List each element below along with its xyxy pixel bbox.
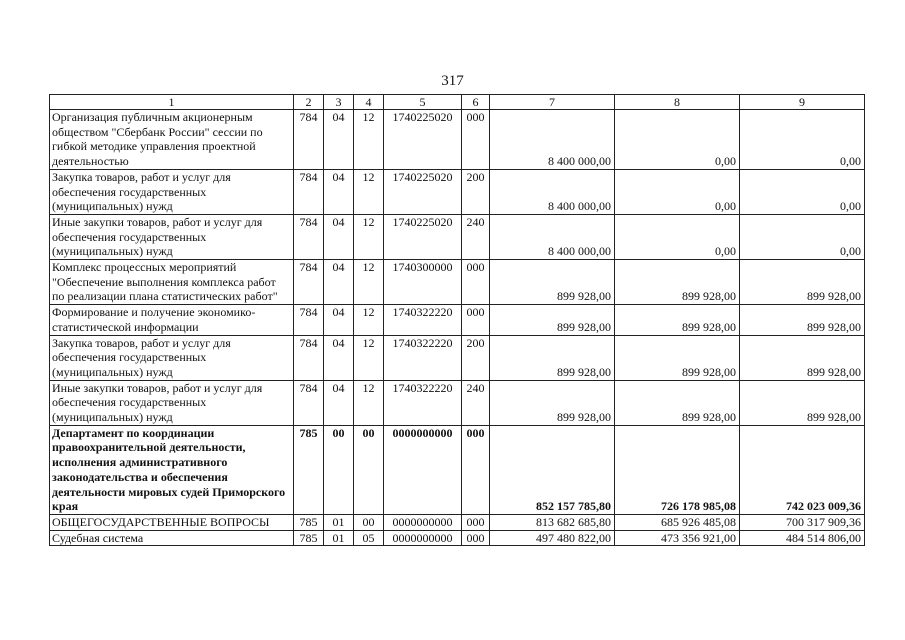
section-code-cell: 01 [324,514,354,530]
expense-type-cell: 000 [462,305,490,335]
table-row [50,530,865,546]
target-article-cell: 1740225020 [384,169,462,214]
section-code-cell: 04 [324,305,354,335]
amount-col7-cell: 497 480 822,00 [490,530,615,546]
amount-col8-cell: 473 356 921,00 [615,530,740,546]
chapter-code-cell: 784 [294,335,324,380]
table-row [50,425,865,514]
expense-type-cell: 240 [462,380,490,425]
target-article-cell: 1740225020 [384,110,462,170]
amount-col7-cell: 8 400 000,00 [490,110,615,170]
subsection-code-cell: 00 [354,514,384,530]
expense-type-cell: 200 [462,335,490,380]
chapter-code-cell: 784 [294,169,324,214]
subsection-code-cell: 12 [354,260,384,305]
column-header: 8 [615,95,740,110]
target-article-cell: 1740322220 [384,305,462,335]
chapter-code-cell: 784 [294,260,324,305]
name-cell: ОБЩЕГОСУДАРСТВЕННЫЕ ВОПРОСЫ [50,514,294,530]
chapter-code-cell: 784 [294,380,324,425]
amount-col9-cell: 0,00 [740,214,865,259]
subsection-code-cell: 12 [354,169,384,214]
column-header: 6 [462,95,490,110]
expense-type-cell: 000 [462,260,490,305]
amount-col8-cell: 899 928,00 [615,305,740,335]
target-article-cell: 1740225020 [384,214,462,259]
column-header: 1 [50,95,294,110]
name-cell: Департамент по координации правоохранительной деятельности, исполнения административного законодательства и обеспечения деятельности мировых судей Приморского края [50,425,294,514]
target-article-cell: 0000000000 [384,530,462,546]
amount-col9-cell: 0,00 [740,169,865,214]
column-header: 4 [354,95,384,110]
table-row [50,214,865,259]
amount-col7-cell: 8 400 000,00 [490,214,615,259]
amount-col7-cell: 899 928,00 [490,380,615,425]
subsection-code-cell: 12 [354,335,384,380]
section-code-cell: 04 [324,110,354,170]
amount-col8-cell: 899 928,00 [615,260,740,305]
amount-col9-cell: 899 928,00 [740,335,865,380]
subsection-code-cell: 12 [354,214,384,259]
subsection-code-cell: 05 [354,530,384,546]
name-cell: Закупка товаров, работ и услуг для обеспечения государственных (муниципальных) нужд [50,335,294,380]
amount-col8-cell: 685 926 485,08 [615,514,740,530]
table-row [50,169,865,214]
table-row [50,514,865,530]
name-cell: Судебная система [50,530,294,546]
table-row [50,305,865,335]
amount-col9-cell: 0,00 [740,110,865,170]
section-code-cell: 04 [324,169,354,214]
amount-col8-cell: 0,00 [615,214,740,259]
amount-col7-cell: 8 400 000,00 [490,169,615,214]
amount-col8-cell: 0,00 [615,169,740,214]
amount-col7-cell: 813 682 685,80 [490,514,615,530]
chapter-code-cell: 784 [294,110,324,170]
amount-col9-cell: 700 317 909,36 [740,514,865,530]
table-row [50,110,865,170]
amount-col9-cell: 899 928,00 [740,380,865,425]
section-code-cell: 04 [324,214,354,259]
chapter-code-cell: 785 [294,425,324,514]
column-header: 3 [324,95,354,110]
section-code-cell: 04 [324,260,354,305]
column-header: 5 [384,95,462,110]
section-code-cell: 00 [324,425,354,514]
amount-col7-cell: 852 157 785,80 [490,425,615,514]
column-header: 2 [294,95,324,110]
section-code-cell: 04 [324,335,354,380]
target-article-cell: 0000000000 [384,514,462,530]
expense-type-cell: 240 [462,214,490,259]
expense-type-cell: 000 [462,110,490,170]
chapter-code-cell: 785 [294,514,324,530]
page-number: 317 [441,73,464,89]
name-cell: Комплекс процессных мероприятий "Обеспечение выполнения комплекса работ по реализации плана статистических работ" [50,260,294,305]
expense-type-cell: 000 [462,530,490,546]
expense-type-cell: 000 [462,514,490,530]
target-article-cell: 0000000000 [384,425,462,514]
amount-col9-cell: 899 928,00 [740,305,865,335]
subsection-code-cell: 00 [354,425,384,514]
target-article-cell: 1740322220 [384,380,462,425]
amount-col8-cell: 899 928,00 [615,335,740,380]
section-code-cell: 01 [324,530,354,546]
name-cell: Иные закупки товаров, работ и услуг для обеспечения государственных (муниципальных) нужд [50,380,294,425]
table-header-row [50,95,865,110]
name-cell: Иные закупки товаров, работ и услуг для обеспечения государственных (муниципальных) нужд [50,214,294,259]
subsection-code-cell: 12 [354,380,384,425]
amount-col7-cell: 899 928,00 [490,305,615,335]
chapter-code-cell: 785 [294,530,324,546]
amount-col9-cell: 742 023 009,36 [740,425,865,514]
section-code-cell: 04 [324,380,354,425]
amount-col8-cell: 726 178 985,08 [615,425,740,514]
amount-col9-cell: 484 514 806,00 [740,530,865,546]
target-article-cell: 1740322220 [384,335,462,380]
column-header: 9 [740,95,865,110]
amount-col8-cell: 0,00 [615,110,740,170]
name-cell: Формирование и получение экономико-статистической информации [50,305,294,335]
table-row [50,380,865,425]
subsection-code-cell: 12 [354,110,384,170]
chapter-code-cell: 784 [294,305,324,335]
amount-col7-cell: 899 928,00 [490,335,615,380]
subsection-code-cell: 12 [354,305,384,335]
amount-col9-cell: 899 928,00 [740,260,865,305]
chapter-code-cell: 784 [294,214,324,259]
budget-table [49,94,865,546]
column-header: 7 [490,95,615,110]
name-cell: Закупка товаров, работ и услуг для обеспечения государственных (муниципальных) нужд [50,169,294,214]
table-row [50,260,865,305]
expense-type-cell: 000 [462,425,490,514]
name-cell: Организация публичным акционерным обществом "Сбербанк России" сессии по гибкой методике управления проектной деятельностью [50,110,294,170]
table-row [50,335,865,380]
amount-col7-cell: 899 928,00 [490,260,615,305]
target-article-cell: 1740300000 [384,260,462,305]
amount-col8-cell: 899 928,00 [615,380,740,425]
expense-type-cell: 200 [462,169,490,214]
